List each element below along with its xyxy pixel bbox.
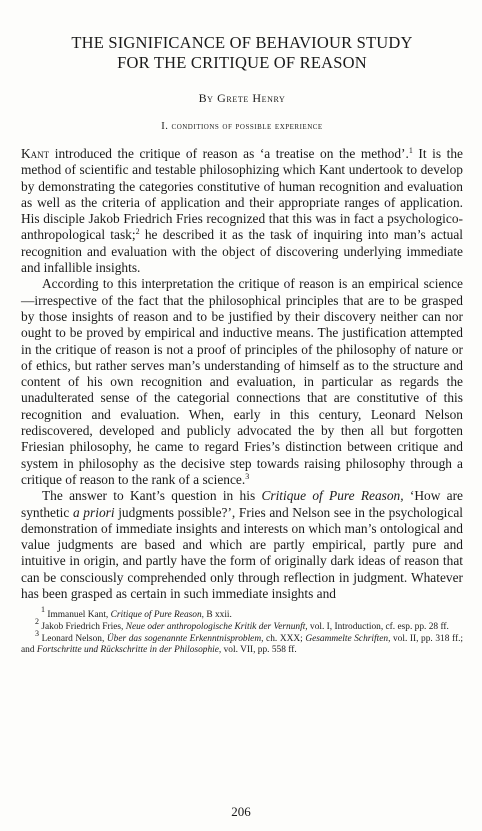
article-title [21, 33, 463, 73]
paragraph-1-text2: It is the method of scientific and testable philosophizing which Kant undertook to develop by demonstrating the categories constitutive of human recognition and evaluation as well as the criteria of application and their appropriate ranges of application. His disciple Jakob Friedrich Fries recognized that this was in fact a psychologico-anthropological task; [21, 146, 463, 243]
journal-page [0, 33, 482, 831]
footnote-rule [21, 606, 121, 607]
author-byline: By Grete Henry [198, 91, 286, 105]
footnote-2-number: 2 [35, 616, 39, 626]
paragraph-1-lead: Kant [21, 146, 50, 161]
footnote-ref-2: 2 [135, 227, 140, 237]
footnote-3-title-1: Über das sogenannte Erkenntnisproblem, [106, 633, 264, 644]
paragraph-3 [21, 488, 463, 602]
footnote-2 [21, 616, 463, 634]
footnotes [21, 605, 464, 656]
paragraph-3-text2: ‘How are synthetic [21, 488, 463, 520]
paragraph-1-text: introduced the critique of reason as ‘a treatise on the method’. [49, 146, 409, 161]
footnote-2-title: Neue oder anthropologische Kritik der Vernunft, [125, 621, 308, 632]
section-heading: I. conditions of possible experience [161, 121, 323, 132]
paragraph-3-italic2: a priori [72, 504, 115, 520]
paragraph-1-text3: he described it as the task of inquiring into man’s actual recognition and evaluation with the object of discovering underlying immediate and infallible insights. [21, 227, 463, 276]
title-line-2: FOR THE CRITIQUE OF REASON [117, 53, 367, 72]
footnote-3-text: Leonard Nelson, [39, 633, 107, 644]
footnote-1-text2: B xxii. [204, 610, 232, 621]
paragraph-2-text: According to this interpretation the critique of reason is an empirical science—irrespective of the fact that the philosophical principles that are to be grasped by those insights of reason and to be justified by their discovery neither can nor ought to be proved by empirical and inductive means. The justification attempted in the critique of reason is not a proof of principles of the philosophy of nature or of ethics, but rather serves man’s understanding of himself as to the structure and content of his own recognition and evaluation, in particular as regards the unadulterated sense of the categorial connections that are constitutive of this recognition and evaluation. When, early in this century, Leonard Nelson rediscovered, developed and publicly advocated the by then all but forgotten Friesian philosophy, he came to regard Fries’s distinction between critique and system in philosophy as the decisive step towards raising philosophy through a critique of reason to the rank of a science. [21, 276, 463, 487]
footnote-1-text: Immanuel Kant, [45, 610, 111, 621]
paragraph-3-text3: judgments possible?’, Fries and Nelson see in the psychological demonstration of immediate insights and interests on which man’s ontological and value judgments are based and which are partly empirical, partly pure and intuitive in origin, and partly have the form of originally dark ideas of reason that can be consciously comprehended only through reflection in judgment. Whatever has been grasped as certain in such immediate insights and [21, 504, 463, 602]
footnote-3 [21, 628, 464, 657]
footnote-3-text3: vol. II, pp. 318 ff.; and [21, 633, 464, 656]
footnote-3-title-3: Fortschritte und Rückschritte in der Philosophie, [36, 645, 222, 656]
footnote-ref-1: 1 [408, 146, 413, 155]
page-number: 206 [231, 804, 251, 819]
paragraph-3-italic1: Critique of Pure Reason, [261, 488, 404, 504]
footnote-2-text2: vol. I, Introduction, cf. esp. pp. 28 ff. [307, 621, 449, 632]
article-body [21, 146, 463, 602]
footnote-3-title-2: Gesammelte Schriften, [305, 633, 391, 644]
footnote-2-text: Jakob Friedrich Fries, [39, 621, 126, 632]
footnote-1 [21, 605, 463, 622]
paragraph-1 [21, 146, 463, 276]
paragraph-2 [21, 276, 463, 488]
footnote-3-number: 3 [35, 628, 39, 638]
footnote-3-text2: ch. XXX; [263, 633, 306, 644]
title-line-1: THE SIGNIFICANCE OF BEHAVIOUR STUDY [71, 33, 413, 52]
footnote-3-text4: vol. VII, pp. 558 ff. [221, 645, 297, 656]
footnote-ref-3: 3 [245, 471, 250, 481]
footnote-1-number: 1 [41, 605, 45, 615]
paragraph-3-text1: The answer to Kant’s question in his [42, 488, 262, 504]
footnote-1-title: Critique of Pure Reason, [110, 610, 205, 621]
